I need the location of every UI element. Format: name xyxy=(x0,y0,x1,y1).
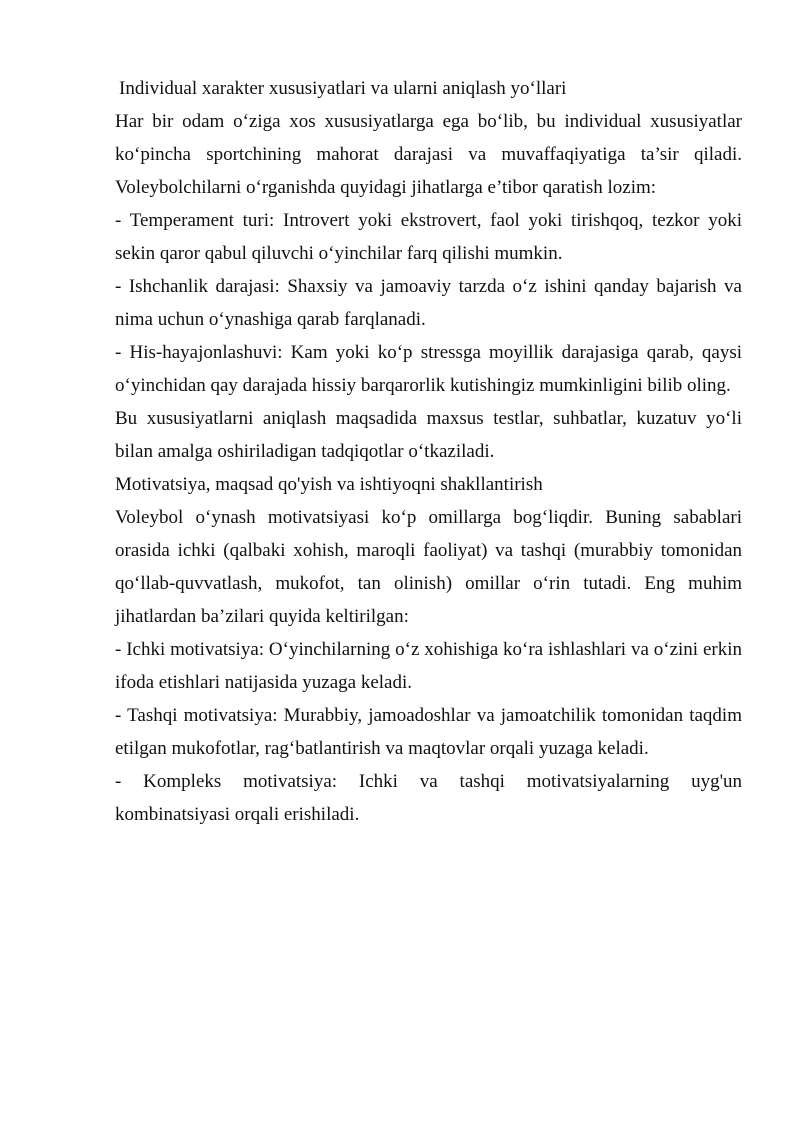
paragraph-intro: Har bir odam o‘ziga xos xususiyatlarga ega bo‘lib, bu individual xususiyatlar ko‘pincha sportchining mahorat darajasi va muvaffaqiyatiga ta’sir qiladi. Voleybolchilarni o‘rganishda quyidagi jihatlarga e’tibor qaratish lozim: xyxy=(115,111,742,198)
list-item-tashqi: - Tashqi motivatsiya: Murabbiy, jamoadoshlar va jamoatchilik tomonidan taqdim etilgan mukofotlar, rag‘batlantirish va maqtovlar orqali yuzaga keladi. xyxy=(115,705,742,759)
list-item-ishchanlik: - Ishchanlik darajasi: Shaxsiy va jamoaviy tarzda o‘z ishini qanday bajarish va nima uchun o‘ynashiga qarab farqlanadi. xyxy=(115,276,742,330)
list-item-kompleks: - Kompleks motivatsiya: Ichki va tashqi motivatsiyalarning uyg'un kombinatsiyasi orqali erishiladi. xyxy=(115,771,742,825)
section-heading-individual: Individual xarakter xususiyatlari va ularni aniqlash yo‘llari xyxy=(119,78,567,99)
section-heading-motivatsiya: Motivatsiya, maqsad qo'yish va ishtiyoqni shakllantirish xyxy=(115,474,543,495)
list-item-temperament: - Temperament turi: Introvert yoki ekstrovert, faol yoki tirishqoq, tezkor yoki sekin qaror qabul qiluvchi o‘yinchilar farq qilishi mumkin. xyxy=(115,210,742,264)
paragraph-methods: Bu xususiyatlarni aniqlash maqsadida maxsus testlar, suhbatlar, kuzatuv yo‘li bilan amalga oshiriladigan tadqiqotlar o‘tkaziladi. xyxy=(115,408,742,462)
list-item-hayajon: - His-hayajonlashuvi: Kam yoki ko‘p stressga moyillik darajasiga qarab, qaysi o‘yinchidan qay darajada hissiy barqarorlik kutishingiz mumkinligini bilib oling. xyxy=(115,342,742,396)
paragraph-motivatsiya: Voleybol o‘ynash motivatsiyasi ko‘p omillarga bog‘liqdir. Buning sabablari orasida ichki (qalbaki xohish, maroqli faoliyat) va tashqi (murabbiy tomonidan qo‘llab-quvvatlash, mukofot, tan olinish) omillar o‘rin tutadi. Eng muhim jihatlardan ba’zilari quyida keltirilgan: xyxy=(115,507,742,627)
document-page xyxy=(115,72,742,831)
list-item-ichki: - Ichki motivatsiya: O‘yinchilarning o‘z xohishiga ko‘ra ishlashlari va o‘zini erkin ifoda etishlari natijasida yuzaga keladi. xyxy=(115,639,742,693)
